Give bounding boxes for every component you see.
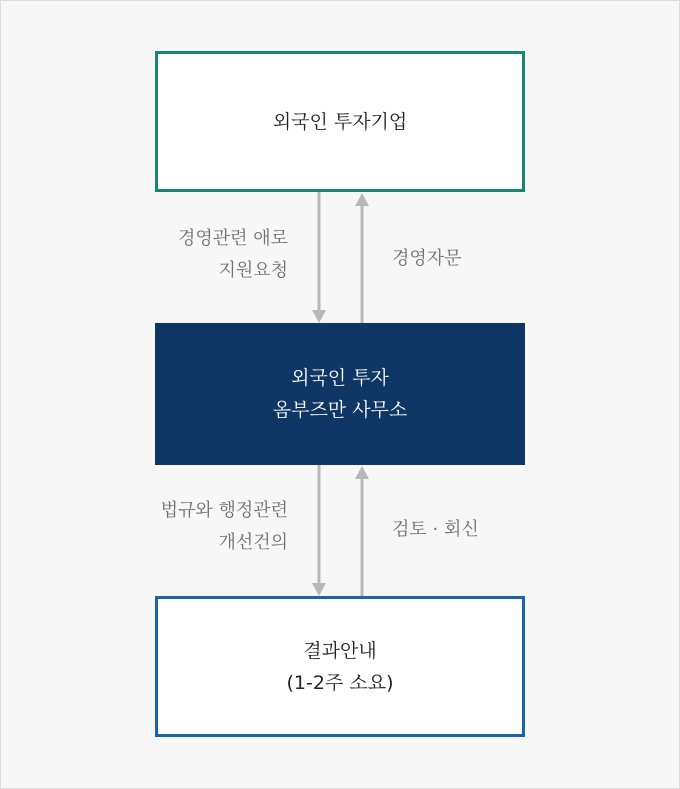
regulation-improvement-proposal-label: 법규와 행정관련 개선건의	[160, 500, 288, 553]
management-support-request-label: 경영관련 애로 지원요청	[177, 228, 288, 281]
office-box-label-line2: 옴부즈만 사무소	[272, 399, 408, 421]
foreign-investment-company-box	[155, 51, 525, 192]
result-box-label-line1: 결과안내	[303, 639, 377, 662]
review-reply-label: 검토 · 회신	[392, 519, 479, 540]
arrow-down-upper	[312, 192, 326, 323]
result-box-label-line2: (1-2주 소요)	[286, 671, 394, 694]
arrow-up-upper	[355, 193, 369, 323]
company-box-label: 외국인 투자기업	[272, 110, 408, 133]
ombudsman-office-box	[155, 323, 525, 465]
management-advice-label: 경영자문	[392, 248, 462, 269]
arrow-down-lower	[312, 465, 326, 596]
arrow-up-lower	[355, 466, 369, 596]
office-box-label-line1: 외국인 투자	[291, 367, 389, 389]
result-notice-box	[155, 596, 525, 737]
